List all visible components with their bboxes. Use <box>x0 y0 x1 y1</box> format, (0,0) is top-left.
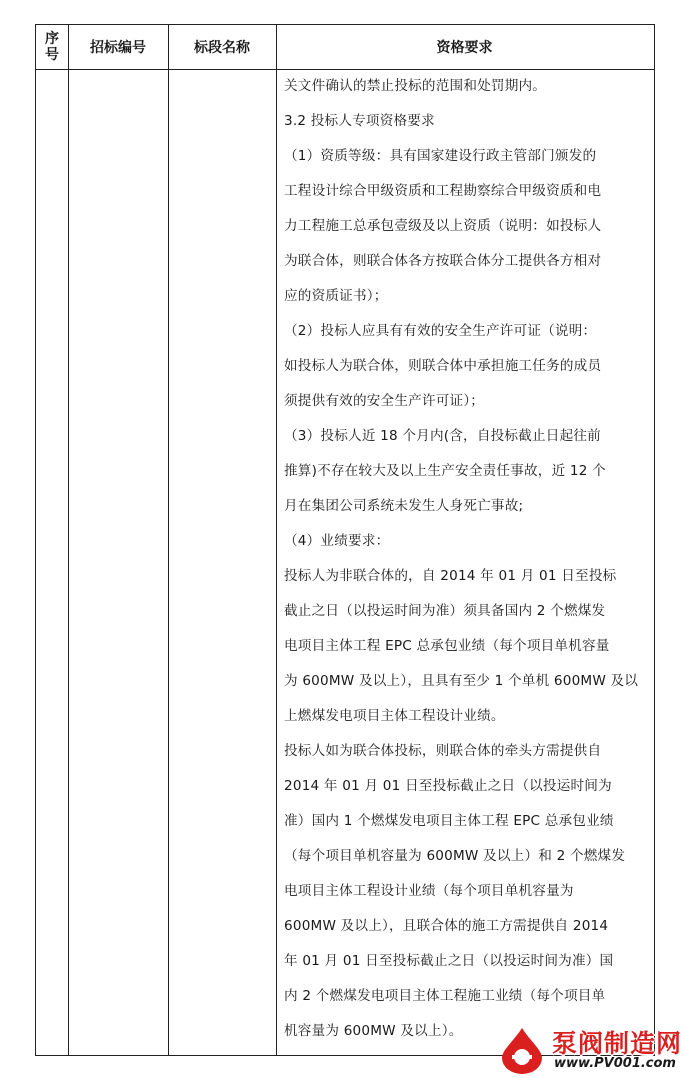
requirement-line: 推算)不存在较大及以上生产安全责任事故，近 12 个 <box>284 463 606 479</box>
requirement-line: 电项目主体工程设计业绩（每个项目单机容量为 <box>284 883 574 899</box>
column-divider <box>168 25 169 1055</box>
droplet-logo-icon <box>498 1026 546 1074</box>
requirement-line: （4）业绩要求： <box>284 533 390 549</box>
requirement-line: 月在集团公司系统未发生人身死亡事故; <box>284 498 524 514</box>
requirement-line: 工程设计综合甲级资质和工程勘察综合甲级资质和电 <box>284 183 602 199</box>
header-requirements: 资格要求 <box>436 40 493 56</box>
column-divider <box>276 25 277 1055</box>
header-seq <box>36 25 68 69</box>
requirement-line: 内 2 个燃煤发电项目主体工程施工业绩（每个项目单 <box>284 988 606 1004</box>
requirement-line: 须提供有效的安全生产许可证）； <box>284 393 485 409</box>
requirement-line: 机容量为 600MW 及以上）。 <box>284 1023 463 1039</box>
requirement-line: 关文件确认的禁止投标的范围和处罚期内。 <box>284 78 547 94</box>
requirement-line: （3）投标人近 18 个月内(含，自投标截止日起往前 <box>284 428 601 444</box>
requirement-line: 应的资质证书）； <box>284 288 388 304</box>
qualification-table <box>35 24 655 1056</box>
requirement-line: 电项目主体工程 EPC 总承包业绩（每个项目单机容量 <box>284 638 610 654</box>
column-divider <box>68 25 69 1055</box>
requirement-line: 为联合体，则联合体各方按联合体分工提供各方相对 <box>284 253 602 269</box>
header-section-name: 标段名称 <box>194 40 250 56</box>
watermark <box>498 1024 683 1076</box>
requirement-line: （2）投标人应具有有效的安全生产许可证（说明： <box>284 323 597 339</box>
header-seq-line2: 号 <box>45 47 59 63</box>
requirement-line: 如投标人为联合体，则联合体中承担施工任务的成员 <box>284 358 602 374</box>
requirement-line: 2014 年 01 月 01 日至投标截止之日（以投运时间为 <box>284 778 612 794</box>
watermark-url: www.PV001.com <box>554 1056 676 1071</box>
requirement-line: 投标人为非联合体的，自 2014 年 01 月 01 日至投标 <box>284 568 617 584</box>
requirement-line: 为 600MW 及以上），且具有至少 1 个单机 600MW 及以 <box>284 673 639 689</box>
requirement-line: 准）国内 1 个燃煤发电项目主体工程 EPC 总承包业绩 <box>284 813 614 829</box>
requirement-line: 3.2 投标人专项资格要求 <box>284 113 435 129</box>
header-seq-line1: 序 <box>45 31 59 47</box>
requirement-line: 600MW 及以上），且联合体的施工方需提供自 2014 <box>284 918 609 934</box>
requirement-line: 截止之日（以投运时间为准）须具备国内 2 个燃煤发 <box>284 603 606 619</box>
requirement-line: 上燃煤发电项目主体工程设计业绩。 <box>284 708 505 724</box>
requirements-cell <box>282 69 652 1049</box>
requirement-line: 投标人如为联合体投标，则联合体的牵头方需提供自 <box>284 743 602 759</box>
requirement-line: （每个项目单机容量为 600MW 及以上）和 2 个燃煤发 <box>284 848 626 864</box>
requirement-line: （1）资质等级：具有国家建设行政主管部门颁发的 <box>284 148 597 164</box>
header-bid-number: 招标编号 <box>90 40 146 56</box>
requirement-line: 力工程施工总承包壹级及以上资质（说明：如投标人 <box>284 218 602 234</box>
requirement-line: 年 01 月 01 日至投标截止之日（以投运时间为准）国 <box>284 953 614 969</box>
watermark-site-name: 泵阀制造网 <box>552 1029 683 1058</box>
